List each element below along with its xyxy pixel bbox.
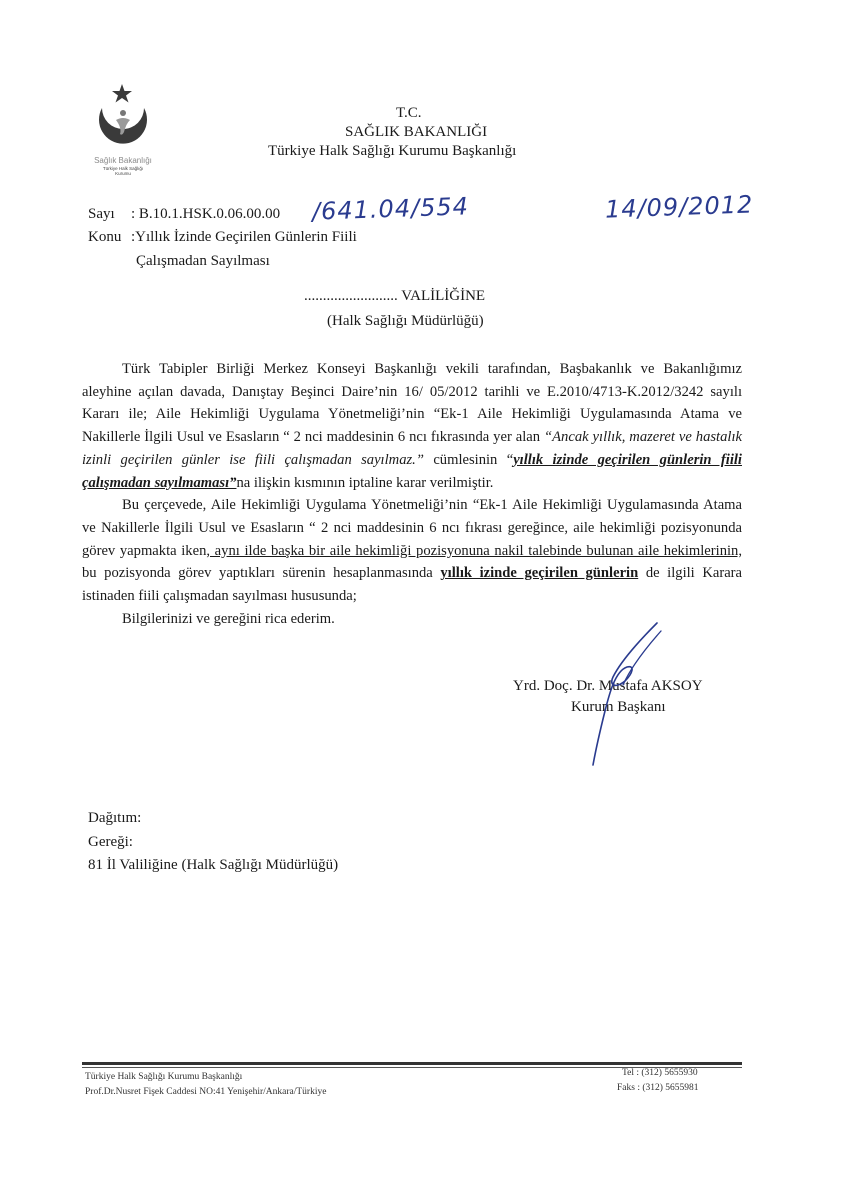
footer-org: Türkiye Halk Sağlığı Kurumu Başkanlığı — [85, 1072, 243, 1082]
footer-rule — [82, 1062, 742, 1065]
handwritten-date: 14/09/2012 — [604, 190, 754, 224]
header-ministry: SAĞLIK BAKANLIĞI — [345, 124, 488, 140]
addressee-line1: ......................... VALİLİĞİNE — [304, 288, 486, 304]
footer-tel: Tel : (312) 5655930 — [622, 1068, 698, 1078]
signatory-title: Kurum Başkanı — [571, 699, 666, 715]
footer-fax: Faks : (312) 5655981 — [617, 1083, 699, 1093]
letter-body — [82, 358, 742, 630]
footer-address: Prof.Dr.Nusret Fişek Caddesi NO:41 Yenişehir/Ankara/Türkiye — [85, 1087, 327, 1097]
sayi-value: : B.10.1.HSK.0.06.00.00 — [131, 206, 281, 222]
konu-label: Konu — [88, 229, 122, 245]
p2-text-a: Bu çerçevede, Aile Hekimliği Uygulama Yönetmeliği’nin “Ek-1 Aile Hekimliği Uygulamasında Atama ve Nakillerle İlgili Usul ve Esasların “ 2 nci maddesinin 6 ncı fıkrası gereğince, aile hekimliği pozisyonunda görev yapmakta iken — [82, 497, 742, 559]
logo-name: Sağlık Bakanlığı — [94, 156, 152, 165]
konu-line1: :Yıllık İzinde Geçirilen Günlerin Fiili — [131, 229, 357, 245]
p1-quote: “Ancak yıllık, mazeret ve hastalık izinli geçirilen günler ise fiili çalışmadan sayılmaz.” — [82, 429, 742, 468]
paragraph-2 — [82, 494, 742, 608]
ministry-logo — [78, 80, 168, 180]
distribution-gere-label: Gereği: — [88, 834, 133, 850]
header-institution: Türkiye Halk Sağlığı Kurumu Başkanlığı — [268, 143, 517, 159]
p1-emphasis: yıllık izinde geçirilen günlerin fiili çalışmadan sayılmaması” — [82, 451, 742, 491]
sayi-handwritten-number: /641.04/554 — [311, 192, 470, 226]
p2-underlined: , aynı ilde başka bir aile hekimliği pozisyonuna nakil talebinde bulunan aile hekimlerinin, — [206, 542, 742, 559]
p2-text-b: bu pozisyonda görev yaptıkları sürenin hesaplanmasında — [82, 565, 441, 582]
logo-subtitle — [78, 166, 168, 176]
paragraph-3: Bilgilerinizi ve gereğini rica ederim. — [122, 610, 335, 627]
p2-emphasis: yıllık izinde geçirilen günlerin — [440, 565, 639, 582]
header-tc: T.C. — [396, 105, 422, 121]
paragraph-1 — [82, 358, 742, 494]
logo-sub-line2: Kurumu — [115, 171, 131, 176]
p2-text-c: de ilgili Karara istinaden fiili çalışmadan sayılması hususunda; — [82, 565, 743, 605]
signatory-name: Yrd. Doç. Dr. Mustafa AKSOY — [513, 678, 703, 694]
crescent-star-logo-icon — [78, 80, 168, 156]
addressee-line2: (Halk Sağlığı Müdürlüğü) — [327, 313, 484, 329]
p1-text-b: cümlesinin “ — [423, 451, 514, 468]
handwritten-signature-icon — [565, 615, 675, 770]
logo-sub-line1: Türkiye Halk Sağlığı — [102, 166, 144, 171]
distribution-label: Dağıtım: — [88, 810, 142, 826]
p1-text-a: Türk Tabipler Birliği Merkez Konseyi Başkanlığı vekili tarafından, Başbakanlık ve Bakanlığımız aleyhine açılan davada, Danıştay Beşinci Daire’nin 16/ 05/2012 tarihli ve E.2010/4713-K.2012/3242 sayılı Kararı ile; Aile Hekimliği Uygulama Yönetmeliği’nin “Ek-1 Aile Hekimliği Uygulamasında Atama ve Nakillerle İlgili Usul ve Esasların “ 2 nci maddesinin 6 ncı fıkrasında yer alan — [82, 361, 742, 446]
distribution-item: 81 İl Valiliğine (Halk Sağlığı Müdürlüğü) — [88, 857, 339, 873]
sayi-label: Sayı — [88, 206, 115, 222]
p1-text-c: na ilişkin kısmının iptaline karar verilmiştir. — [236, 474, 494, 491]
konu-line2: Çalışmadan Sayılması — [136, 253, 270, 269]
